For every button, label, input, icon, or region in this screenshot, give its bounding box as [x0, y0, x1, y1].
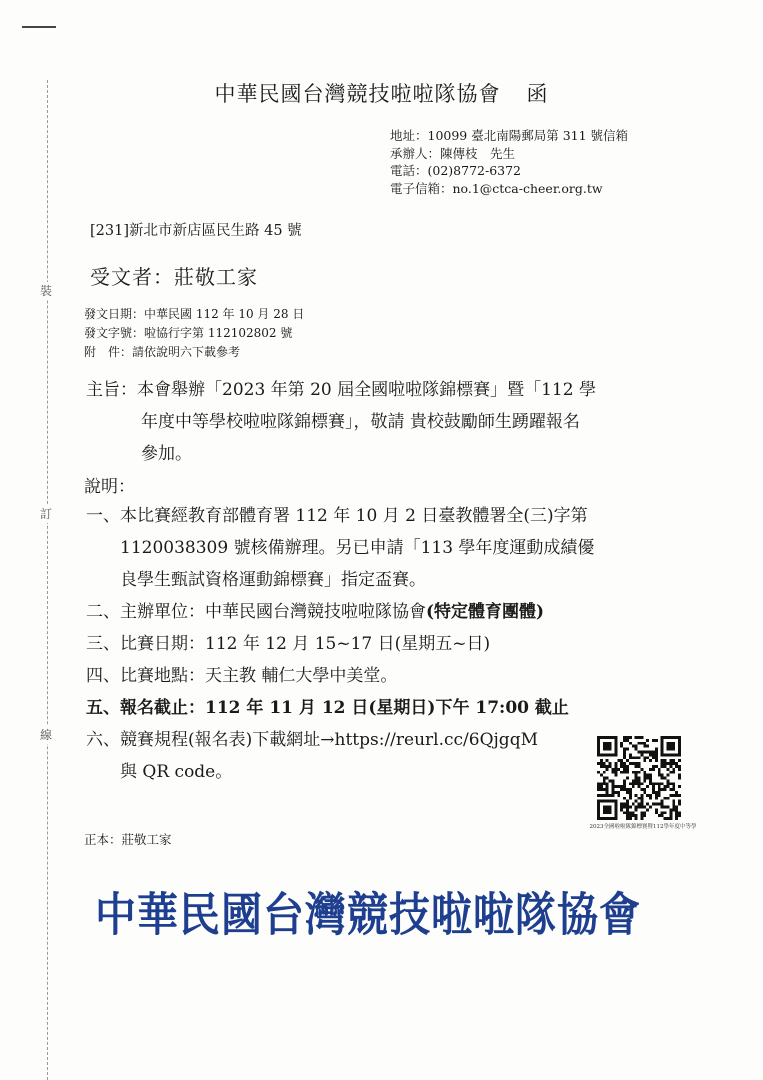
item-1-line: 良學生甄試資格運動錦標賽」指定盃賽。 [120, 570, 426, 590]
issue-date: 發文日期：中華民國 112 年 10 月 28 日 [84, 307, 305, 321]
org-name: 中華民國台灣競技啦啦隊協會 [214, 82, 501, 106]
item-2-text: 二、主辦單位：中華民國台灣競技啦啦隊協會 [86, 602, 426, 622]
sender-email: 電子信箱：no.1@ctca-cheer.org.tw [390, 180, 603, 196]
sender-contact: 承辦人：陳傳枝 先生 [390, 145, 516, 161]
seal-stamp: 中華民國台灣競技啦啦隊協會 [95, 888, 641, 942]
item-2 [86, 596, 686, 628]
recipient-address: [231]新北市新店區民生路 45 號 [90, 223, 302, 239]
binding-line [47, 80, 48, 1080]
subject-line: 參加。 [141, 444, 192, 464]
item-5-label: 五、 [86, 698, 120, 718]
subject-line: 年度中等學校啦啦隊錦標賽」，敬請 貴校鼓勵師生踴躍報名 [141, 412, 580, 432]
binding-mark-ding: 訂 [40, 507, 53, 521]
item-3: 三、比賽日期：112 年 12 月 15~17 日(星期五~日) [86, 634, 491, 654]
sender-address: 地址：10099 臺北南陽郵局第 311 號信箱 [390, 128, 629, 143]
attachment-note: 附 件：請依說明六下載參考 [84, 345, 241, 359]
item-1-line: 1120038309 號核備辦理。另已申請「113 學年度運動成績優 [120, 538, 595, 558]
explanation-heading: 說明： [84, 477, 135, 497]
subject-line: 主旨：本會舉辦「2023 年第 20 屆全國啦啦隊錦標賽」暨「112 學 [86, 380, 596, 400]
corner-mark [22, 26, 56, 28]
item-5 [86, 692, 686, 724]
binding-mark-zhuang: 裝 [40, 284, 53, 298]
sender-info [390, 127, 628, 197]
issue-number: 發文字號：啦協行字第 112102802 號 [84, 326, 293, 340]
qr-code[interactable] [594, 736, 684, 820]
binding-mark-xian: 線 [40, 728, 53, 742]
document-meta [84, 305, 304, 362]
item-5-bold: 報名截止：112 年 11 月 12 日(星期日)下午 17:00 截止 [120, 698, 569, 718]
item-6-line: 與 QR code。 [120, 762, 233, 782]
item-6-line: 六、競賽規程(報名表)下載網址→https://reurl.cc/6QjgqM [86, 730, 538, 750]
document-title [0, 78, 763, 108]
item-2-bold: (特定體育團體) [426, 602, 545, 622]
item-1-line: 一、本比賽經教育部體育署 112 年 10 月 2 日臺教體署全(三)字第 [86, 506, 588, 526]
subject [86, 374, 686, 470]
copy-to: 正本：莊敬工家 [84, 832, 172, 847]
recipient: 受文者：莊敬工家 [90, 265, 258, 289]
qr-caption: 2023全國啦啦隊錦標賽暨112學年度中等學 [589, 824, 697, 830]
sender-phone: 電話：(02)8772-6372 [390, 163, 522, 178]
item-4: 四、比賽地點：天主教 輔仁大學中美堂。 [86, 666, 398, 686]
doc-type: 函 [526, 82, 549, 106]
